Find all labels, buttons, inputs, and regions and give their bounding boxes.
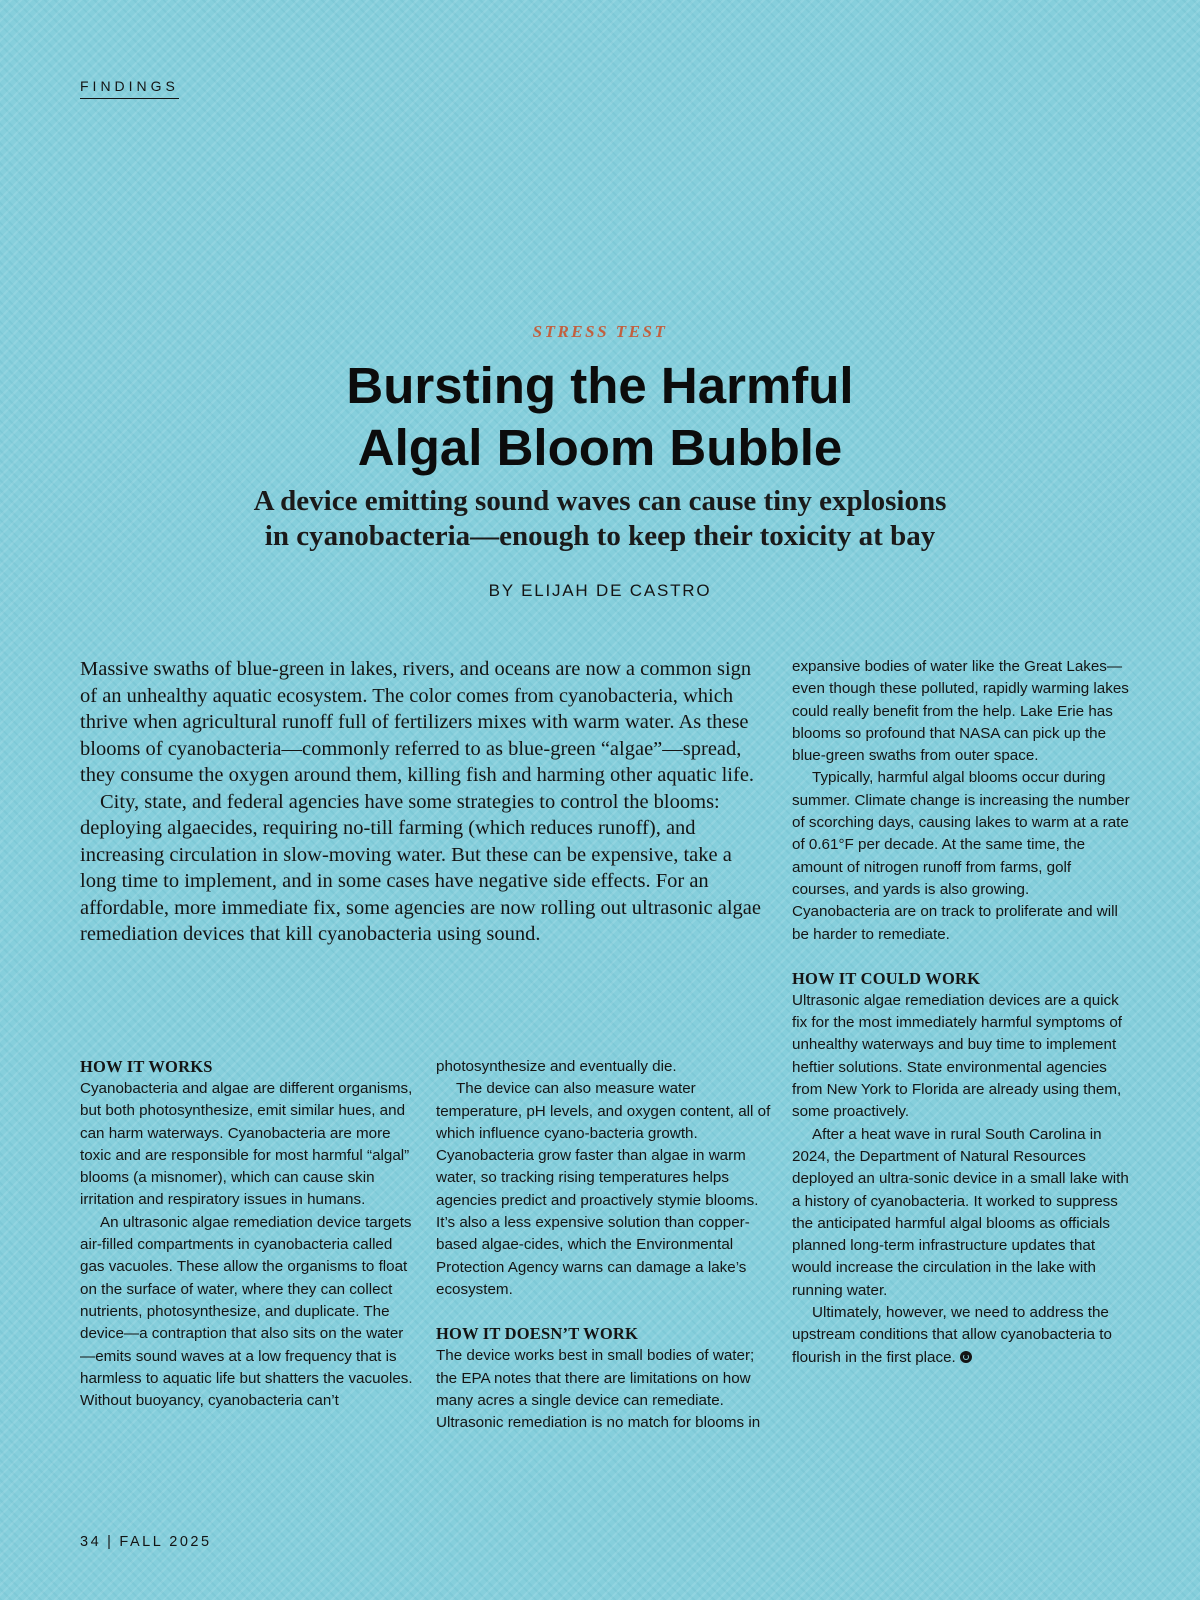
dek-line-1: A device emitting sound waves can cause tiny explosions xyxy=(253,485,947,517)
dek-line-2: in cyanobacteria—enough to keep their toxicity at bay xyxy=(264,520,936,552)
closing-sentence: Ultimately, however, we need to address the upstream conditions that allow cyanobacteria to flourish in the first place. xyxy=(792,1304,1112,1366)
article-headline xyxy=(0,355,1200,479)
column-right xyxy=(792,656,1130,1369)
headline-line-2: Algal Bloom Bubble xyxy=(357,419,843,476)
body-paragraph xyxy=(792,1302,1130,1369)
body-paragraph: An ultrasonic algae remediation device targets air-filled compartments in cyanobacteria called gas vacuoles. These allow the organisms to float on the surface of water, where they can collect nutrients, photosynthesize, and duplicate. The device—a contraption that also sits on the water—emits sound waves at a low frequency that is harmless to aquatic life but shatters the vacuoles. Without buoyancy, cyanobacteria can’t xyxy=(80,1213,413,1410)
byline: BY ELIJAH DE CASTRO xyxy=(488,581,712,600)
column-middle xyxy=(436,1056,774,1434)
intro-paragraph: City, state, and federal agencies have some strategies to control the blooms: deploying algaecides, requiring no-till farming (which reduces runoff), and increasing circulation in slow-moving water. But these can be expensive, take a long time to implement, and in some cases have negative side effects. For an affordable, more immediate fix, some agencies are now rolling out ultrasonic algae remediation devices that kill cyanobacteria using sound. xyxy=(80,790,762,945)
body-paragraph: Typically, harmful algal blooms occur during summer. Climate change is increasing the number of scorching days, causing lakes to warm at a rate of 0.61°F per decade. At the same time, the amount of nitrogen runoff from farms, golf courses, and yards is also growing. Cyanobacteria are on track to proliferate and will be harder to remediate. xyxy=(792,769,1130,943)
page-folio xyxy=(80,1534,212,1550)
body-paragraph: Cyanobacteria and algae are different organisms, but both photosynthesize, emit similar hues, and can harm waterways. Cyanobacteria are more toxic and are responsible for most harmful “algal” blooms (a misnomer), which can cause skin irritation and respiratory issues in humans. xyxy=(80,1080,413,1209)
issue-label: FALL 2025 xyxy=(119,1534,212,1550)
body-paragraph: photosynthesize and eventually die. xyxy=(436,1058,677,1075)
folio-divider: | xyxy=(107,1534,114,1550)
article-dek xyxy=(0,484,1200,554)
page-number: 34 xyxy=(80,1534,102,1550)
headline-line-1: Bursting the Harmful xyxy=(346,357,854,414)
heading-how-it-doesnt-work: HOW IT DOESN’T WORK xyxy=(436,1324,639,1344)
end-of-article-icon xyxy=(960,1351,972,1363)
body-paragraph: The device works best in small bodies of water; the EPA notes that there are limitations on how many acres a single device can remediate. Ultrasonic remediation is no match for blooms in xyxy=(436,1347,761,1432)
heading-how-it-could-work: HOW IT COULD WORK xyxy=(792,968,981,988)
body-paragraph: The device can also measure water temperature, pH levels, and oxygen content, all of which influence cyano-bacteria growth. Cyanobacteria grow faster than algae in warm water, so tracking rising temperatures helps agencies predict and proactively stymie blooms. It’s also a less expensive solution than copper-based algae-cides, which the Environmental Protection Agency warns can damage a lake’s ecosystem. xyxy=(436,1080,771,1298)
body-paragraph: After a heat wave in rural South Carolina in 2024, the Department of Natural Resources deployed an ultra-sonic device in a small lake with a history of cyanobacteria. It worked to suppress the anticipated harmful algal blooms as officials planned long-term infrastructure updates that would increase the circulation in the lake with running water. xyxy=(792,1125,1129,1299)
intro-text xyxy=(80,656,770,948)
heading-how-it-works: HOW IT WORKS xyxy=(80,1057,213,1076)
section-label: FINDINGS xyxy=(80,78,179,99)
body-paragraph: expansive bodies of water like the Great Lakes—even though these polluted, rapidly warming lakes could really benefit from the help. Lake Erie has blooms so profound that NASA can pick up the blue-green swaths from outer space. xyxy=(792,658,1129,765)
intro-paragraph: Massive swaths of blue-green in lakes, rivers, and oceans are now a common sign of an unhealthy aquatic ecosystem. The color comes from cyanobacteria, which thrive when agricultural runoff full of fertilizers mixes with warm water. As these blooms of cyanobacteria—commonly referred to as blue-green “algae”—spread, they consume the oxygen around them, killing fish and harming other aquatic life. xyxy=(80,658,755,786)
article-kicker: STRESS TEST xyxy=(532,322,668,341)
column-left xyxy=(80,1056,418,1412)
body-paragraph: Ultrasonic algae remediation devices are a quick fix for the most immediately harmful symptoms of unhealthy waterways and buy time to implement heftier solutions. State environmental agencies from New York to Florida are already using them, some proactively. xyxy=(792,991,1123,1121)
